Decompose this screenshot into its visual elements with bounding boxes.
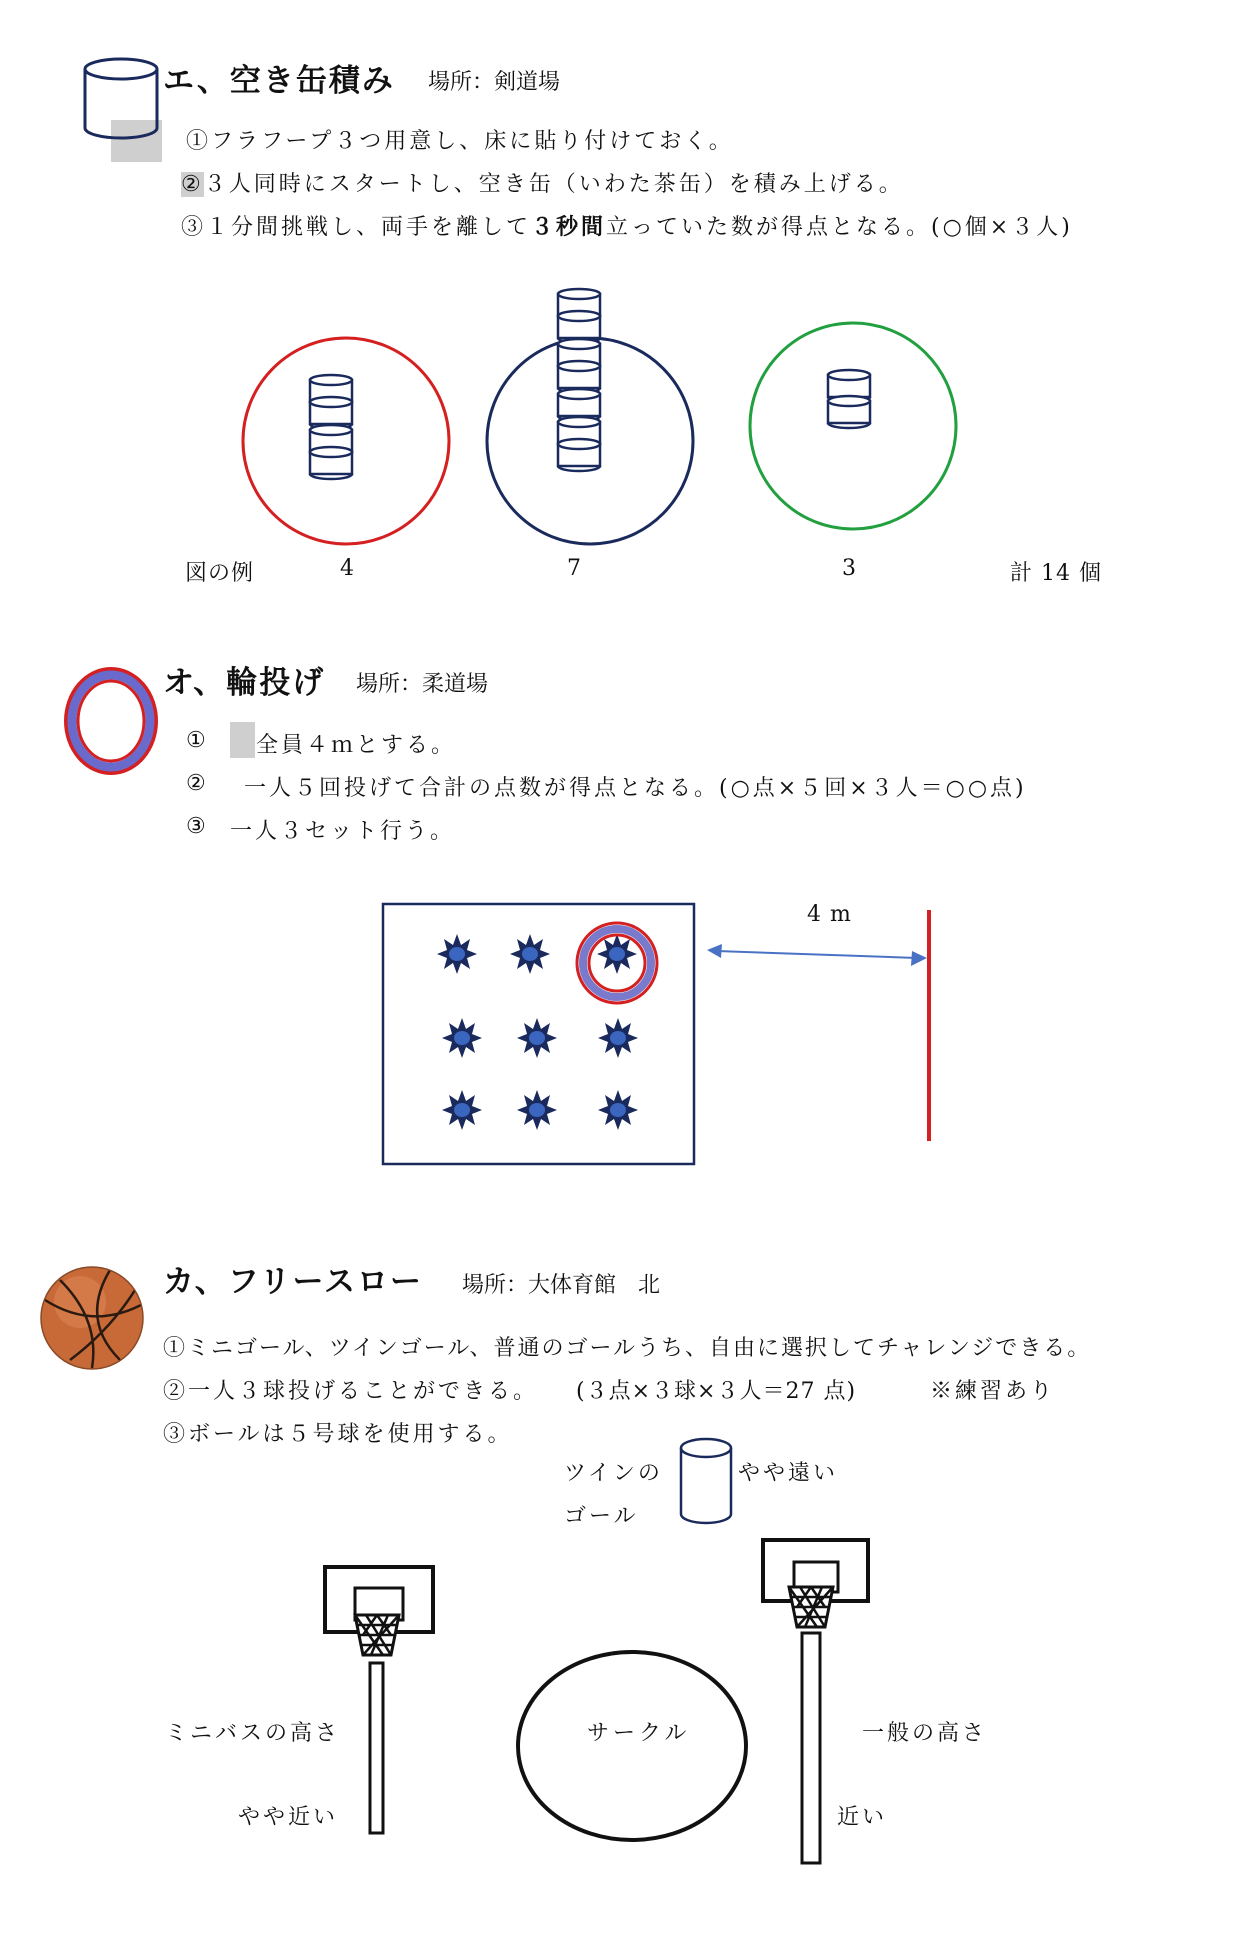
- section-o-item-3-mark: ③: [186, 814, 209, 839]
- count-navy: 7: [567, 556, 582, 581]
- section-o-title: オ、輪投げ: [163, 665, 326, 701]
- section-e-item-2-text: ３人同時にスタートし、空き缶（いわた茶缶）を積み上げる。: [203, 172, 904, 197]
- section-ka-item-2: ②一人３球投げることができる。: [163, 1379, 539, 1404]
- section-e-item-3-c: 立っていた数が得点となる。(○個×３人): [606, 215, 1073, 240]
- total-count: 計 14 個: [1010, 561, 1102, 586]
- ring-header-icon: [66, 669, 156, 773]
- gray-marker: [230, 722, 255, 758]
- distance-label: 4 m: [807, 902, 852, 927]
- section-ka-title: カ、フリースロー: [163, 1264, 423, 1300]
- section-o-item-3: 一人３セット行う。: [230, 819, 456, 844]
- section-e-item-2: [181, 167, 904, 198]
- normal-goal-height: 一般の高さ: [862, 1721, 988, 1746]
- hoop-green: [750, 323, 956, 529]
- section-e-item-3-bold: ３秒間: [531, 214, 607, 240]
- section-o-item-1: 全員４ｍとする。: [256, 733, 457, 758]
- section-ka-item-3: ③ボールは５号球を使用する。: [163, 1422, 513, 1447]
- mini-goal: [325, 1567, 433, 1833]
- section-e-item-2-mark: ②: [181, 172, 204, 197]
- section-ka-item-2-calc: (３点×３球×３人＝27 点): [576, 1379, 857, 1404]
- distance-arrow: [707, 944, 927, 966]
- section-ka-item-2-note: ※練習あり: [930, 1379, 1056, 1404]
- section-o-place: 場所：柔道場: [356, 672, 489, 697]
- twin-goal-label-1: ツインの: [564, 1461, 663, 1486]
- can-header-icon: [85, 59, 162, 162]
- section-ka-item-1: ①ミニゴール、ツインゴール、普通のゴールうち、自由に選択してチャレンジできる。: [163, 1336, 1092, 1361]
- section-e-item-3-a: ③１分間挑戦し、両手を離して: [181, 215, 532, 240]
- section-e-item-3: [181, 210, 1073, 241]
- section-o-item-1-mark: ①: [186, 728, 209, 753]
- count-red: 4: [340, 556, 355, 581]
- mini-goal-height: ミニバスの高さ: [165, 1721, 341, 1746]
- mini-goal-distance: やや近い: [238, 1805, 339, 1830]
- ring-toss-board: [383, 904, 694, 1164]
- twin-goal-icon: [681, 1439, 731, 1523]
- section-e-item-1: ①フラフープ３つ用意し、床に貼り付けておく。: [186, 129, 734, 154]
- section-o-item-2: 一人５回投げて合計の点数が得点となる。(○点×５回×３人＝○○点): [244, 776, 1027, 801]
- section-e-title: エ、空き缶積み: [163, 63, 395, 99]
- normal-goal-distance: 近い: [837, 1805, 888, 1830]
- section-ka-place: 場所：大体育館 北: [462, 1273, 661, 1298]
- basketball-icon: [41, 1267, 143, 1369]
- hoop-navy: [487, 289, 693, 544]
- circle-label: サークル: [587, 1721, 691, 1746]
- section-e-place: 場所：剣道場: [428, 70, 561, 95]
- twin-goal-label-2: ゴール: [564, 1504, 639, 1529]
- example-label: 図の例: [185, 561, 255, 586]
- twin-goal-distance: やや遠い: [738, 1461, 839, 1486]
- hoop-red: [243, 338, 449, 544]
- count-green: 3: [842, 556, 857, 581]
- section-o-item-2-mark: ②: [186, 771, 209, 796]
